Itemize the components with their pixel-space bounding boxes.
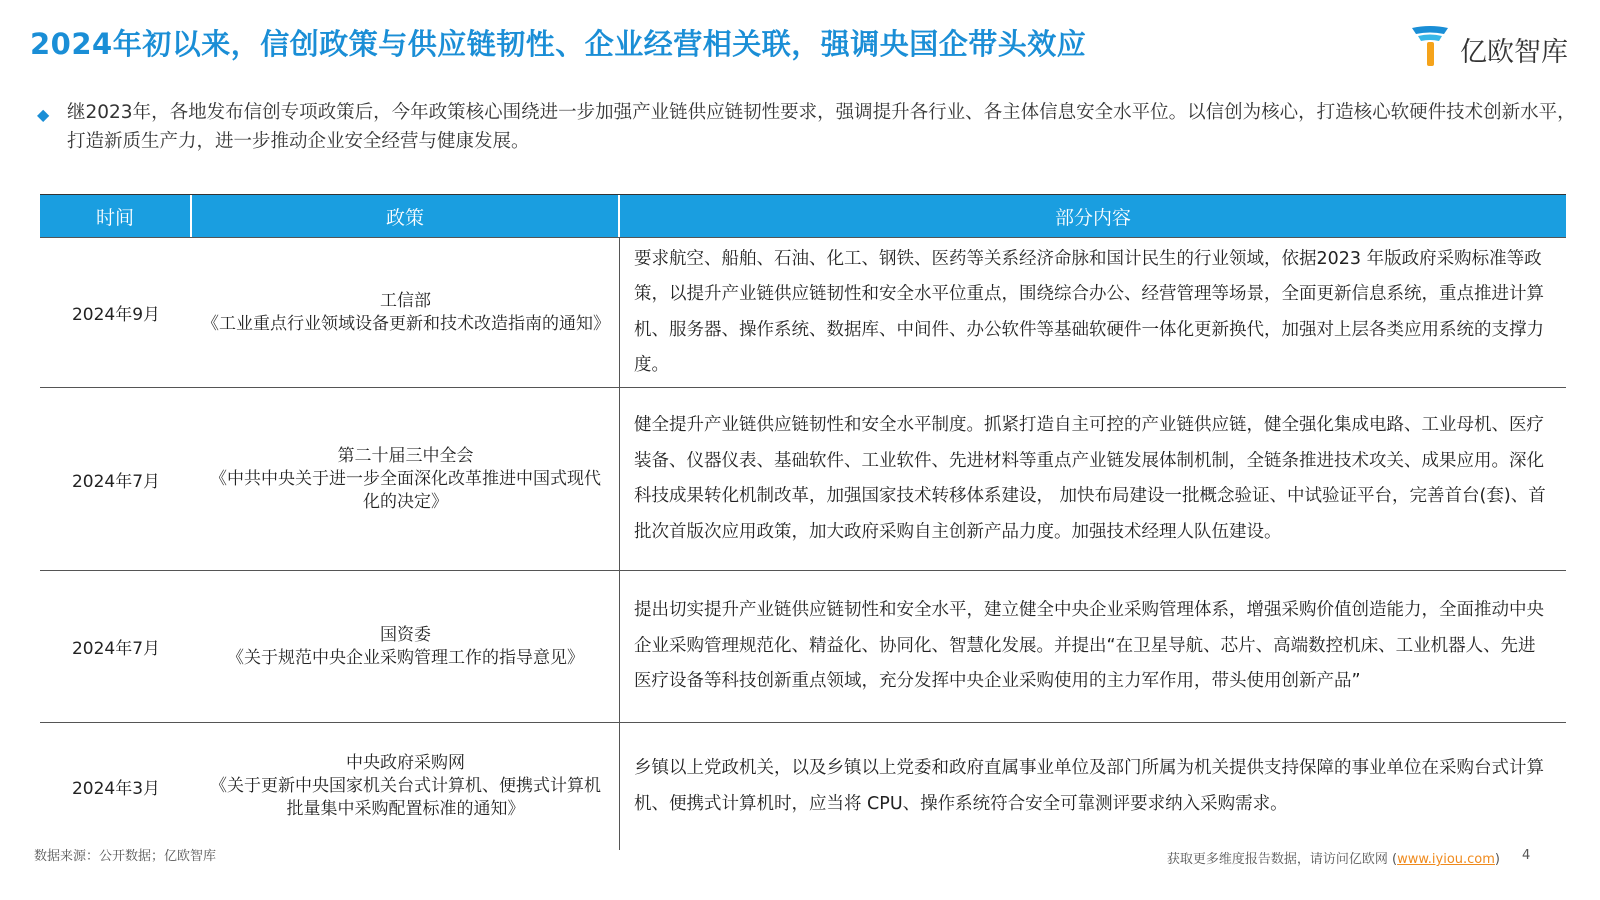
table-header <box>40 195 1566 237</box>
diamond-bullet-icon: ◆ <box>37 105 50 124</box>
page-number: 4 <box>1522 848 1531 863</box>
policy-title: 《工业重点行业领域设备更新和技术改造指南的通知》 <box>202 313 610 334</box>
logo-text: 亿欧智库 <box>1460 37 1568 68</box>
header-policy: 政策 <box>192 195 620 237</box>
policy-issuer: 国资委 <box>380 624 431 645</box>
row-content: 健全提升产业链供应链韧性和安全水平制度。抓紧打造自主可控的产业链供应链，健全强化集成电路、工业母机、医疗装备、仪器仪表、基础软件、工业软件、先进材料等重点产业链发展体制机制，全链条推进技术攻关、成果应用。深化科技成果转化机制改革，加强国家技术转移体系建设， 加快布局建设一批概念验证、中试验证平台，完善首台(套)、首批次首版次应用政策，加大政府采购自主创新产品力度。加强技术经理人队伍建设。 <box>634 415 1546 542</box>
policy-table <box>40 194 1566 850</box>
table-row <box>40 387 1566 570</box>
row-policy <box>192 388 620 570</box>
table-row <box>40 570 1566 722</box>
policy-title: 《中共中央关于进一步全面深化改革推进中国式现代化的决定》 <box>210 468 601 512</box>
intro-paragraph <box>37 98 1577 156</box>
logo <box>1408 22 1578 70</box>
table-row <box>40 237 1566 387</box>
iyiou-link[interactable]: www.iyiou.com <box>1397 852 1495 867</box>
header-time: 时间 <box>40 195 192 237</box>
data-source: 数据来源：公开数据；亿欧智库 <box>34 849 217 864</box>
policy-issuer: 第二十届三中全会 <box>337 445 474 466</box>
footer-more-info <box>1167 848 1500 867</box>
footer-more-text: 获取更多维度报告数据，请访问亿欧网 <box>1166 852 1388 867</box>
page-title: 2024年初以来，信创政策与供应链韧性、企业经营相关联，强调央国企带头效应 <box>30 27 1087 61</box>
row-time: 2024年9月 <box>71 305 161 325</box>
intro-text: 继2023年，各地发布信创专项政策后，今年政策核心围绕进一步加强产业链供应链韧性要求，强调提升各行业、各主体信息安全水平位。以信创为核心，打造核心软硬件技术创新水平，打造新质生产力，进一步推动企业安全经营与健康发展。 <box>67 102 1576 152</box>
row-policy <box>192 723 620 850</box>
footer-paren-close: ) <box>1494 852 1500 867</box>
row-content: 提出切实提升产业链供应链韧性和安全水平，建立健全中央企业采购管理体系，增强采购价值创造能力，全面推动中央企业采购管理规范化、精益化、协同化、智慧化发展。并提出“在卫星导航、芯片、高端数控机床、工业机器人、先进医疗设备等科技创新重点领域，充分发挥中央企业采购使用的主力军作用，带头使用创新产品” <box>634 600 1544 692</box>
row-content: 乡镇以上党政机关，以及乡镇以上党委和政府直属事业单位及部门所属为机关提供支持保障的事业单位在采购台式计算机、便携式计算机时，应当将 CPU、操作系统符合安全可靠测评要求纳入采购需求。 <box>634 758 1544 814</box>
policy-issuer: 中央政府采购网 <box>346 753 465 773</box>
policy-title: 《关于规范中央企业采购管理工作的指导意见》 <box>227 647 584 668</box>
row-time: 2024年7月 <box>71 639 161 659</box>
table-row <box>40 722 1566 850</box>
logo-mark-icon <box>1408 22 1452 70</box>
header-content: 部分内容 <box>1054 206 1131 229</box>
footer-paren-open: ( <box>1392 852 1398 867</box>
row-policy <box>192 571 620 722</box>
policy-issuer: 工信部 <box>380 290 431 311</box>
row-time: 2024年3月 <box>71 779 161 799</box>
policy-title: 《关于更新中央国家机关台式计算机、便携式计算机批量集中采购配置标准的通知》 <box>210 776 601 819</box>
row-content: 要求航空、船舶、石油、化工、钢铁、医药等关系经济命脉和国计民生的行业领域，依据2023 年版政府采购标准等政策，以提升产业链供应链韧性和安全水平位重点，围绕综合办公、经营管理等场景，全面更新信息系统，重点推进计算机、服务器、操作系统、数据库、中间件、办公软件等基础软硬件一体化更新换代，加强对上层各类应用系统的支撑力度。 <box>634 248 1544 375</box>
row-policy <box>192 238 620 387</box>
row-time: 2024年7月 <box>71 471 161 492</box>
